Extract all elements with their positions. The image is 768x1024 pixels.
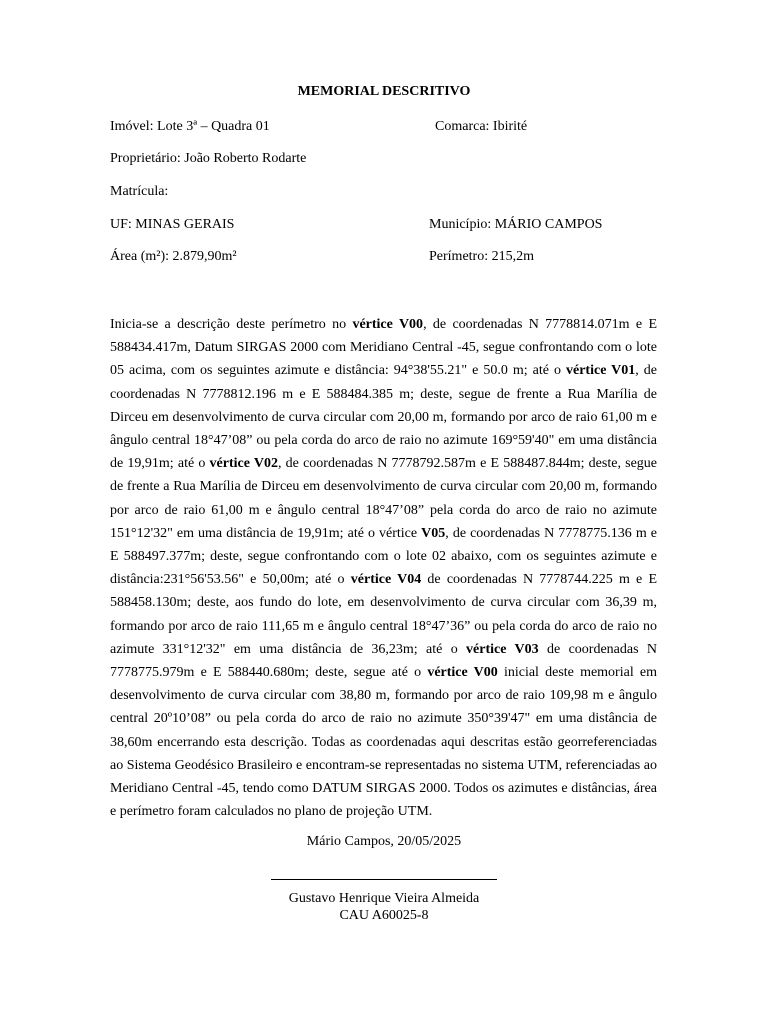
vertex-label: vértice V02 — [209, 456, 278, 472]
text-segment: , de coordenadas N 7778814.071m e E 588434.417m, Datum SIRGAS 2000 com Meridiano Central -45, segue confrontando com o lote 05 acima, com os seguintes azimute e distância: 94°38'55.21" e 50.0 m; até o — [110, 317, 658, 379]
text-segment: , de coordenadas N 7778792.587m e E 588487.844m; deste, segue de frente a Rua Marília de Dirceu em desenvolvimento de curva circular com 20,00 m, formando por arco de raio 61,00 m e ângulo central 18°47’08” pela corda do arco de raio no azimute 151°12'32" em uma distância de 19,91m; até o vértice — [110, 456, 658, 541]
signatory-registration: CAU A60025-8 — [339, 908, 429, 923]
vertex-label: V05 — [421, 525, 446, 541]
owner-field: Proprietário: João Roberto Rodarte — [110, 151, 307, 166]
text-segment: , de coordenadas N 7778775.136 m e E 588497.377m; deste, segue confrontando com o lote 02 abaixo, com os seguintes azimute e distância:231°56'53.56" e 50,00m; até o — [110, 525, 657, 588]
vertex-label: vértice V00 — [427, 665, 498, 681]
text-segment: Inicia-se a descrição deste perímetro no — [110, 317, 353, 332]
vertex-label: vértice V00 — [352, 317, 424, 332]
text-segment: inicial deste memorial em desenvolvimento de curva circular com 38,80 m, formando por arco de raio 109,98 m e ângulo central 20º10’08” ou pela corda do arco de raio no azimute 350°39'47" em uma distância de 38,60m encerrando esta descrição. Todas as coordenadas aqui descritas estão georreferenciadas ao Sistema Geodésico Brasileiro e encontram-se representadas no sistema UTM, referenciadas ao Meridiano Central -45, tendo como DATUM SIRGAS 2000. Todos os azimutes e distâncias, área e perímetro foram calculados no plano de projeção UTM. — [110, 665, 657, 820]
county-field: Comarca: Ibirité — [435, 119, 528, 134]
perimeter-field: Perímetro: 215,2m — [429, 249, 534, 264]
place-date: Mário Campos, 20/05/2025 — [306, 834, 462, 849]
text-segment: de coordenadas N 7778775.979m e E 588440.680m; deste, segue até o — [110, 641, 658, 681]
signature-line — [271, 879, 497, 880]
vertex-label: vértice V04 — [350, 572, 422, 588]
document-title: MEMORIAL DESCRITIVO — [297, 84, 471, 99]
municipality-field: Município: MÁRIO CAMPOS — [429, 217, 603, 232]
state-field: UF: MINAS GERAIS — [110, 217, 235, 232]
property-field: Imóvel: Lote 3ª – Quadra 01 — [110, 119, 270, 134]
registration-field: Matrícula: — [110, 184, 169, 199]
vertex-label: vértice V01 — [566, 363, 636, 379]
vertex-label: vértice V03 — [466, 641, 539, 657]
text-segment: de coordenadas N 7778744.225 m e E 588458.130m; deste, aos fundo do lote, em desenvolvimento de curva circular com 36,39 m, formando por arco de raio 111,65 m e ângulo central 18°47’36” ou pela corda do arco de raio no azimute 331°12'32" em uma distância de 36,23m; até o — [110, 572, 658, 657]
area-field: Área (m²): 2.879,90m² — [110, 249, 237, 264]
text-segment: , de coordenadas N 7778812.196 m e E 588484.385 m; deste, segue de frente a Rua Marília de Dirceu em desenvolvimento de curva circular com 20,00 m, formando por arco de raio 61,00 m e ângulo central 18°47’08” ou pela corda do arco de raio no azimute 169°59'40" em uma distância de 19,91m; até o — [110, 363, 658, 472]
description-paragraph — [110, 313, 657, 823]
signatory-name: Gustavo Henrique Vieira Almeida — [288, 891, 480, 906]
